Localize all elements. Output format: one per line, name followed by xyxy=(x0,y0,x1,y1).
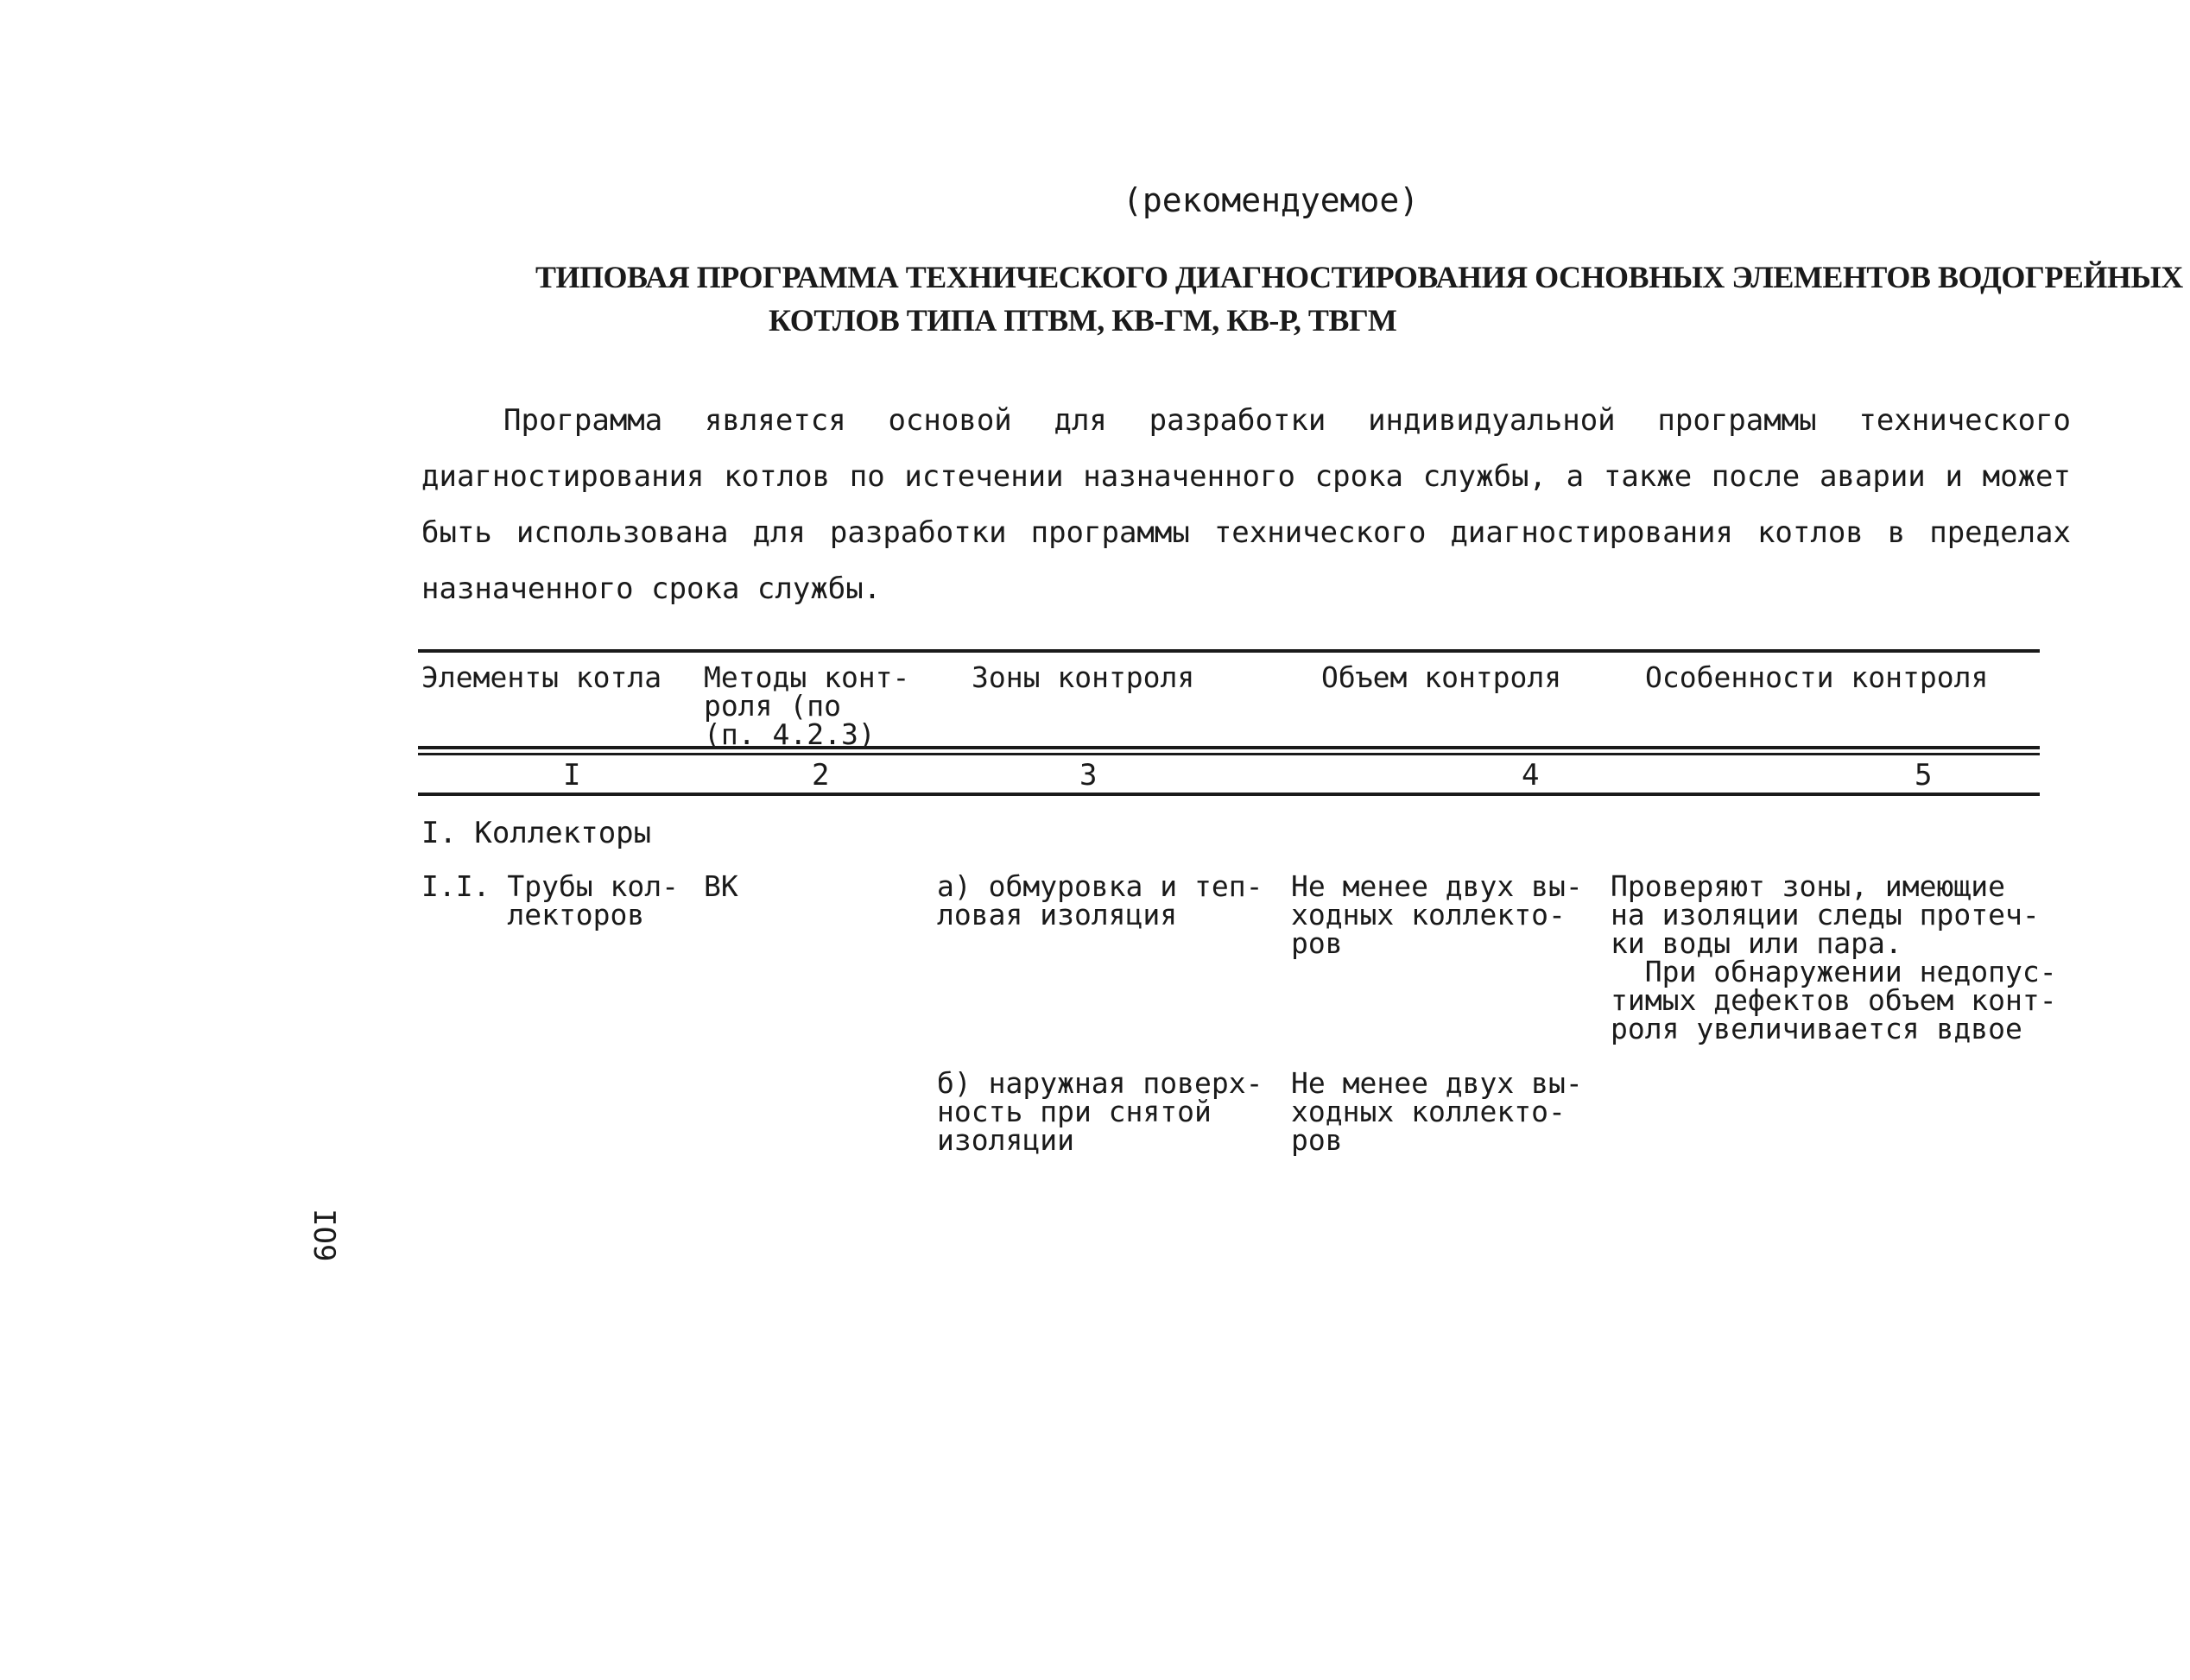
header-methods: Методы конт- роля (по (п. 4.2.3) xyxy=(704,660,910,751)
row-method: ВК xyxy=(704,869,738,903)
row-volume-a: Не менее двух вы- ходных коллекто- ров xyxy=(1291,869,1583,960)
header-elements: Элементы котла xyxy=(421,660,662,694)
recommended-label: (рекомендуемое) xyxy=(1123,181,1420,219)
row-zone-b: б) наружная поверх- ность при снятой изоляции xyxy=(937,1066,1263,1157)
intro-paragraph: Программа является основой для разработки индивидуальной программы технического диагностирования котлов по истечении назначенного срока службы, а также после аварии и может быть использована для разработки программы технического диагностирования котлов в пределах назначенного срока службы. xyxy=(421,403,2071,606)
header-zones: Зоны контроля xyxy=(972,660,1195,694)
column-number-4: 4 xyxy=(1522,758,1540,793)
column-number-1: I xyxy=(563,758,581,793)
section-heading: I. Коллекторы xyxy=(421,816,652,850)
table-numbers-rule xyxy=(418,793,2040,796)
page-number: IO9 xyxy=(307,1209,341,1262)
header-volume: Объем контроля xyxy=(1321,660,1562,694)
column-number-2: 2 xyxy=(812,758,830,793)
row-element: I.I. Трубы кол- лекторов xyxy=(421,869,680,932)
header-features: Особенности контроля xyxy=(1645,660,1989,694)
row-zone-a: а) обмуровка и теп- ловая изоляция xyxy=(937,869,1263,932)
row-notes-a: Проверяют зоны, имеющие на изоляции следы протеч- ки воды или пара. При обнаружении недопус- тимых дефектов объем конт- роля увеличивается вдвое xyxy=(1611,869,2057,1045)
row-volume-b: Не менее двух вы- ходных коллекто- ров xyxy=(1291,1066,1583,1157)
document-title-line1: ТИПОВАЯ ПРОГРАММА ТЕХНИЧЕСКОГО ДИАГНОСТИРОВАНИЯ ОСНОВНЫХ ЭЛЕМЕНТОВ ВОДОГРЕЙНЫХ xyxy=(535,260,2183,294)
table-header-rule-double xyxy=(418,753,2040,755)
intro-text xyxy=(421,393,2071,617)
table-top-rule xyxy=(418,649,2040,653)
column-number-5: 5 xyxy=(1915,758,1933,793)
document-title-line2: КОТЛОВ ТИПА ПТВМ, КВ-ГМ, КВ-Р, ТВГМ xyxy=(769,303,1397,338)
column-number-3: 3 xyxy=(1079,758,1098,793)
table-header-rule xyxy=(418,746,2040,749)
